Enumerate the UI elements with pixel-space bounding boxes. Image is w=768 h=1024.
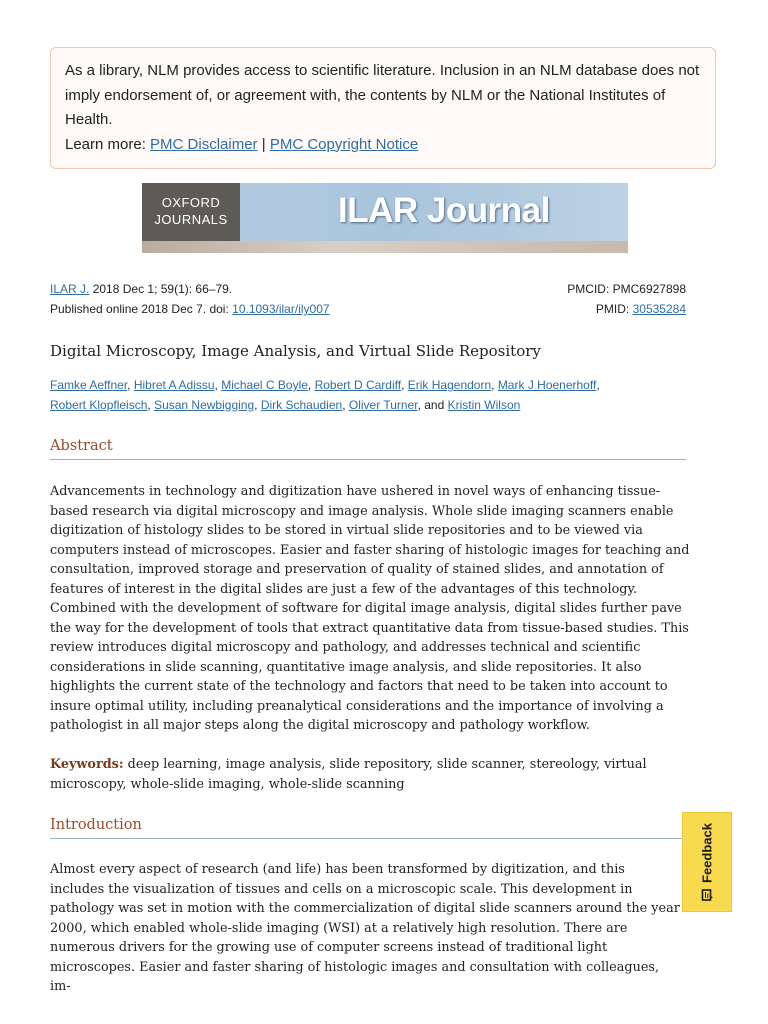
article-title: Digital Microscopy, Image Analysis, and Virtual Slide Repository [50,342,541,360]
pmid-link[interactable]: 30535284 [632,302,686,316]
author-separator: , [127,378,134,392]
author-separator: , [401,378,408,392]
author-link[interactable]: Oliver Turner [348,397,418,412]
author-link[interactable]: Famke Aeffner [50,378,128,392]
author-and: and [420,397,448,412]
author-separator: , [417,397,421,412]
pmc-copyright-link[interactable]: PMC Copyright Notice [269,135,419,153]
learn-more-label: Learn more: [65,135,146,153]
abstract-heading: Abstract [50,438,686,460]
introduction-text: Almost every aspect of research (and life) has been transformed by digitization, and this includes the visualization of tissues and cells on a microscopic scale. This development in pathology was set in motion with the commercialization of digital slide scanners around the year 2000, which enabled whole-slide imaging (WSI) at a relatively high resolution. There are numerous drivers for the growing use of computer screens instead of traditional light microscopes. Easier and faster sharing of histologic images and consultation with colleagues, im- [50,862,680,994]
author-link[interactable]: Dirk Schaudien [260,397,343,412]
author-link[interactable]: Robert D Cardiff [314,378,402,392]
keywords [50,755,690,794]
pmc-disclaimer-link[interactable]: PMC Disclaimer [150,135,258,153]
abstract-text: Advancements in technology and digitization have ushered in novel ways of enhancing tissue-based research via digital microscopy and image analysis. Whole slide imaging scanners enable digitization of histology slides to be stored in virtual slide repositories and to be viewed via computers instead of microscopes. Easier and faster sharing of histologic images for teaching and consultation, improved storage and preservation of quality of stained slides, and annotation of features of interest in the digital slides are just a few of the advantages of this technology. Combined with the development of software for digital image analysis, digital slides further pave the way for the development of tools that extract quantitative data from tissue-based studies. This review introduces digital microscopy and pathology, and addresses technical and scientific considerations in slide scanning, quantitative image analysis, and slide repositories. It also highlights the current state of the technology and factors that need to be taken into account to insure optimal utility, including preanalytical considerations and the importance of involving a pathologist in all major steps along the digital microscopy and pathology workflow. [50,484,690,733]
author-separator: , [491,378,498,392]
author-separator: , [342,397,349,412]
author-link[interactable]: Robert Klopfleisch [50,397,148,412]
notice-text: As a library, NLM provides access to scientific literature. Inclusion in an NLM database does not imply endorsement of, or agreement with, the contents by NLM or the National Institutes of Health. [65,62,700,128]
author-link[interactable]: Kristin Wilson [447,397,521,412]
author-list [50,376,710,415]
author-link[interactable]: Hibret A Adissu [133,378,215,392]
pmid [596,301,686,317]
feedback-label: Feedback [699,823,715,883]
author-link[interactable]: Susan Newbigging [154,397,255,412]
published-line [50,301,330,317]
author-separator: , [214,378,222,392]
author-link[interactable]: Mark J Hoenerhoff [497,378,597,392]
journal-link[interactable]: ILAR J. [50,282,90,296]
citation-line [50,281,232,297]
author-link[interactable]: Erik Hagendorn [407,378,492,392]
feedback-icon [701,889,713,901]
author-separator: , [307,378,315,392]
journal-banner[interactable] [142,183,628,253]
pmid-label: PMID: [595,302,630,316]
keywords-text: deep learning, image analysis, slide repository, slide scanner, stereology, virtual microscopy, whole-slide imaging, whole-slide scanning [50,757,647,792]
author-separator: , [596,378,600,392]
pmcid-text: PMCID: PMC6927898 [567,282,686,296]
publisher-logo [142,183,240,241]
banner-strip [142,241,628,253]
introduction-heading: Introduction [50,817,686,839]
doi-link[interactable]: 10.1093/ilar/ily007 [232,302,330,316]
publisher-line2: JOURNALS [154,212,228,227]
publisher-line1: OXFORD [161,195,221,210]
nlm-notice [50,47,716,169]
author-separator: , [254,397,261,412]
published-online: Published online 2018 Dec 7. doi: [50,302,229,316]
keywords-label: Keywords: [50,757,124,772]
citation-date: 2018 Dec 1; 59(1): 66–79. [92,282,233,296]
notice-separator: | [261,135,266,153]
feedback-button[interactable] [682,812,732,912]
author-separator: , [147,397,155,412]
pmcid [567,281,686,297]
journal-title: ILAR Journal [338,191,550,230]
author-link[interactable]: Michael C Boyle [221,378,308,392]
